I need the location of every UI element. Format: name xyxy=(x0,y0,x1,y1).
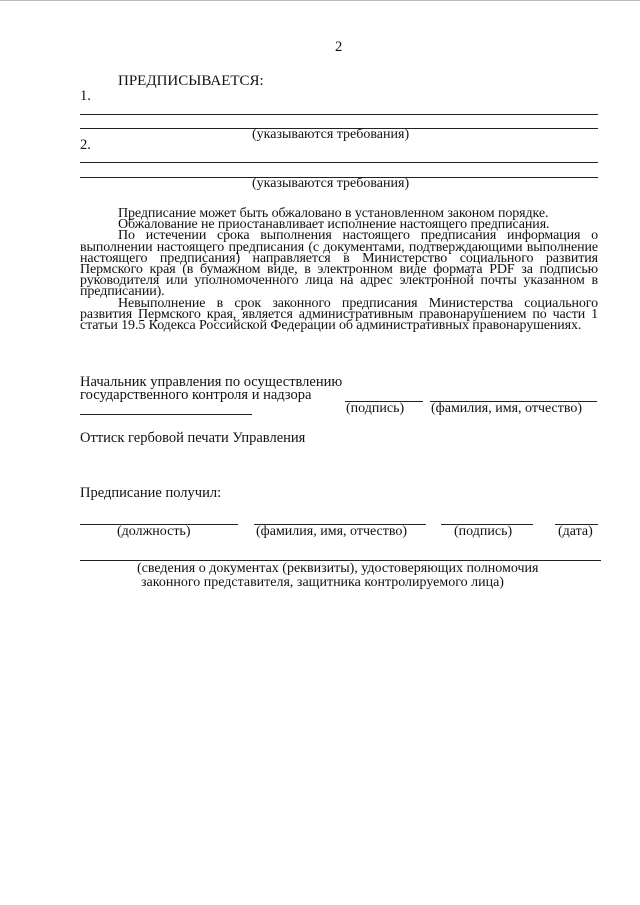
documents-caption-line2: законного представителя, защитника контролируемого лица) xyxy=(141,575,504,590)
paragraph-violation: Невыполнение в срок законного предписания Министерства социального развития Пермского края, является административным правонарушением по части 1 статьи 19.5 Кодекса Российской Федерации об административных правонарушениях. xyxy=(80,295,598,334)
page-top-edge xyxy=(0,0,640,1)
paragraph-report: По истечении срока выполнения настоящего предписания информация о выполнении настоящего предписания (с документами, подтверждающими выполнение настоящего предписания) направляется в Министерство социального развития Пермского края (в бумажном виде, в электронном виде формата PDF за подписью руководителя или уполномоченного лица на адрес электронной почты указанном в предписании). xyxy=(80,228,598,300)
signatory-title-line1: Начальник управления по осуществлению xyxy=(80,374,343,390)
paragraph-appeal-no-suspend: Обжалование не приостанавливает исполнение настоящего предписания. xyxy=(118,217,550,233)
page-number: 2 xyxy=(335,39,343,55)
received-position-caption: (должность) xyxy=(117,524,191,539)
item-2-caption: (указываются требования) xyxy=(252,176,410,191)
documents-caption-line1: (сведения о документах (реквизиты), удостоверяющих полномочия xyxy=(137,561,539,576)
signatory-signature-caption: (подпись) xyxy=(346,401,405,416)
signatory-position-line xyxy=(80,414,252,415)
item-1-caption: (указываются требования) xyxy=(252,127,410,142)
item-2-line-1 xyxy=(80,162,598,163)
received-name-caption: (фамилия, имя, отчество) xyxy=(256,524,408,539)
received-label: Предписание получил: xyxy=(80,485,222,501)
signatory-name-caption: (фамилия, имя, отчество) xyxy=(431,401,583,416)
item-2-number: 2. xyxy=(80,137,91,153)
received-signature-caption: (подпись) xyxy=(454,524,513,539)
paragraph-appeal: Предписание может быть обжаловано в установленном законом порядке. xyxy=(118,206,549,221)
appeal-paragraph xyxy=(80,206,598,334)
item-1-line-1 xyxy=(80,114,598,115)
stamp-text: Оттиск гербовой печати Управления xyxy=(80,430,306,446)
prescription-heading: ПРЕДПИСЫВАЕТСЯ: xyxy=(118,73,264,89)
signatory-title-line2: государственного контроля и надзора xyxy=(80,387,312,403)
item-1-number: 1. xyxy=(80,88,91,104)
received-date-caption: (дата) xyxy=(558,524,593,539)
